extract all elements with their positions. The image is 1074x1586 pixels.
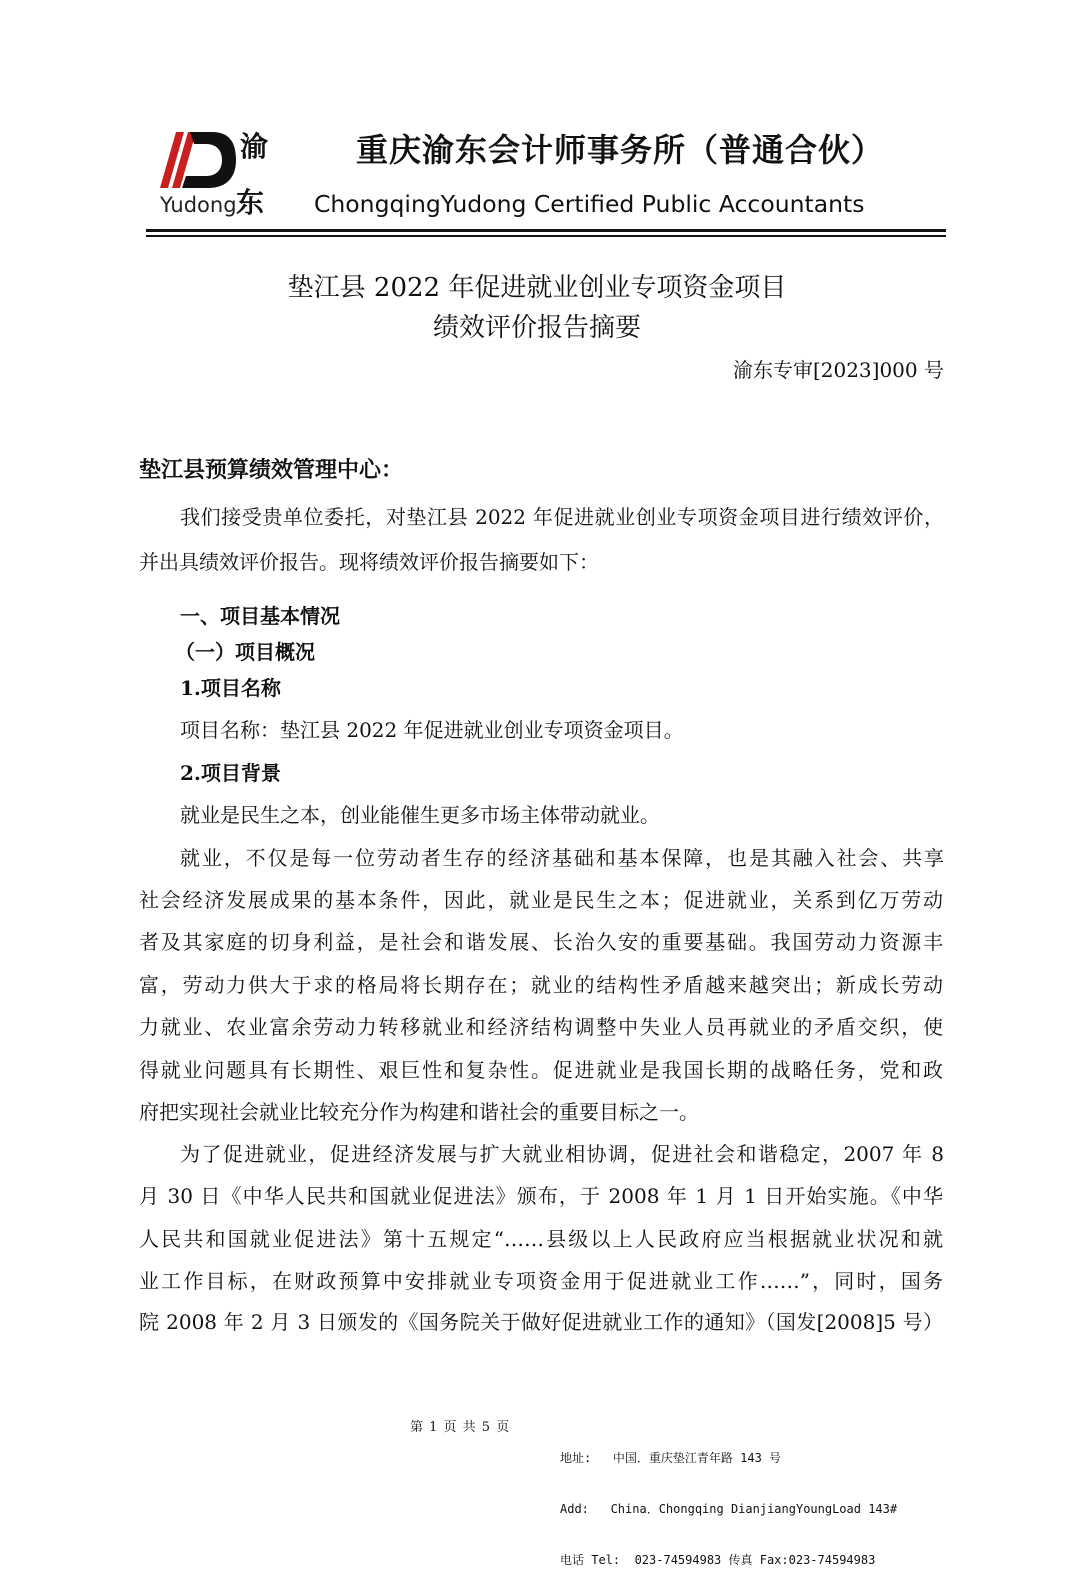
body-line: 者及其家庭的切身利益，是社会和谐发展、长治久安的重要基础。我国劳动力资源丰 xyxy=(139,930,943,954)
header-rule-thin xyxy=(146,235,946,237)
body-line: 为了促进就业，促进经济发展与扩大就业相协调，促进社会和谐稳定，2007 年 8 xyxy=(180,1142,944,1166)
firm-name-cn: 重庆渝东会计师事务所（普通合伙） xyxy=(356,131,885,169)
body-line: 业工作目标，在财政预算中安排就业专项资金用于促进就业工作……”，同时，国务 xyxy=(139,1269,943,1293)
body-line: 并出具绩效评价报告。现将绩效评价报告摘要如下： xyxy=(139,550,599,574)
footer-contact xyxy=(560,1416,897,1586)
logo-cn-top: 渝 xyxy=(240,130,269,163)
report-title-line2: 绩效评价报告摘要 xyxy=(432,313,641,343)
firm-logo xyxy=(160,128,272,220)
subsection-heading: （一）项目概况 xyxy=(175,640,315,664)
document-number: 渝东专审[2023]000 号 xyxy=(732,358,944,382)
footer-address-cn: 地址: 中国．重庆垫江青年路 143 号 xyxy=(560,1451,782,1465)
body-line: 社会经济发展成果的基本条件，因此，就业是民生之本；促进就业，关系到亿万劳动 xyxy=(139,888,943,912)
logo-en-text: Yudong xyxy=(160,193,237,217)
logo-cn-bottom: 东 xyxy=(236,186,265,219)
header-rule-thick xyxy=(146,229,946,232)
report-title-line1: 垫江县 2022 年促进就业创业专项资金项目 xyxy=(287,273,787,303)
item-heading: 1.项目名称 xyxy=(180,676,281,700)
body-line: 府把实现社会就业比较充分作为构建和谐社会的重要目标之一。 xyxy=(139,1100,699,1124)
footer-address-en: Add: China．Chongqing DianjiangYoungLoad 143# xyxy=(560,1502,898,1516)
body-line: 人民共和国就业促进法》第十五规定“……县级以上人民政府应当根据就业状况和就 xyxy=(139,1227,943,1251)
yudong-logo-mark xyxy=(160,128,236,190)
page-number: 第 1 页 共 5 页 xyxy=(410,1420,511,1435)
body-line: 就业是民生之本，创业能催生更多市场主体带动就业。 xyxy=(180,803,660,827)
item-heading: 2.项目背景 xyxy=(180,761,281,785)
body-line: 我们接受贵单位委托，对垫江县 2022 年促进就业创业专项资金项目进行绩效评价， xyxy=(180,505,944,529)
body-line: 院 2008 年 2 月 3 日颁发的《国务院关于做好促进就业工作的通知》（国发[2008]5 号） xyxy=(139,1310,943,1334)
body-line: 富，劳动力供大于求的格局将长期存在；就业的结构性矛盾越来越突出；新成长劳动 xyxy=(139,973,943,997)
section-heading: 一、项目基本情况 xyxy=(180,604,340,628)
body-line: 月 30 日《中华人民共和国就业促进法》颁布，于 2008 年 1 月 1 日开始实施。《中华 xyxy=(139,1184,943,1208)
footer-phone: 电话 Tel: 023-74594983 传真 Fax:023-74594983 xyxy=(560,1553,876,1567)
body-line: 项目名称：垫江县 2022 年促进就业创业专项资金项目。 xyxy=(180,718,684,742)
body-line: 力就业、农业富余劳动力转移就业和经济结构调整中失业人员再就业的矛盾交织，使 xyxy=(139,1015,943,1039)
body-line: 得就业问题具有长期性、艰巨性和复杂性。促进就业是我国长期的战略任务，党和政 xyxy=(139,1058,943,1082)
salutation: 垫江县预算绩效管理中心： xyxy=(139,457,404,483)
body-line: 就业，不仅是每一位劳动者生存的经济基础和基本保障，也是其融入社会、共享 xyxy=(180,846,944,870)
firm-name-en: ChongqingYudong Certified Public Accountants xyxy=(314,190,865,218)
